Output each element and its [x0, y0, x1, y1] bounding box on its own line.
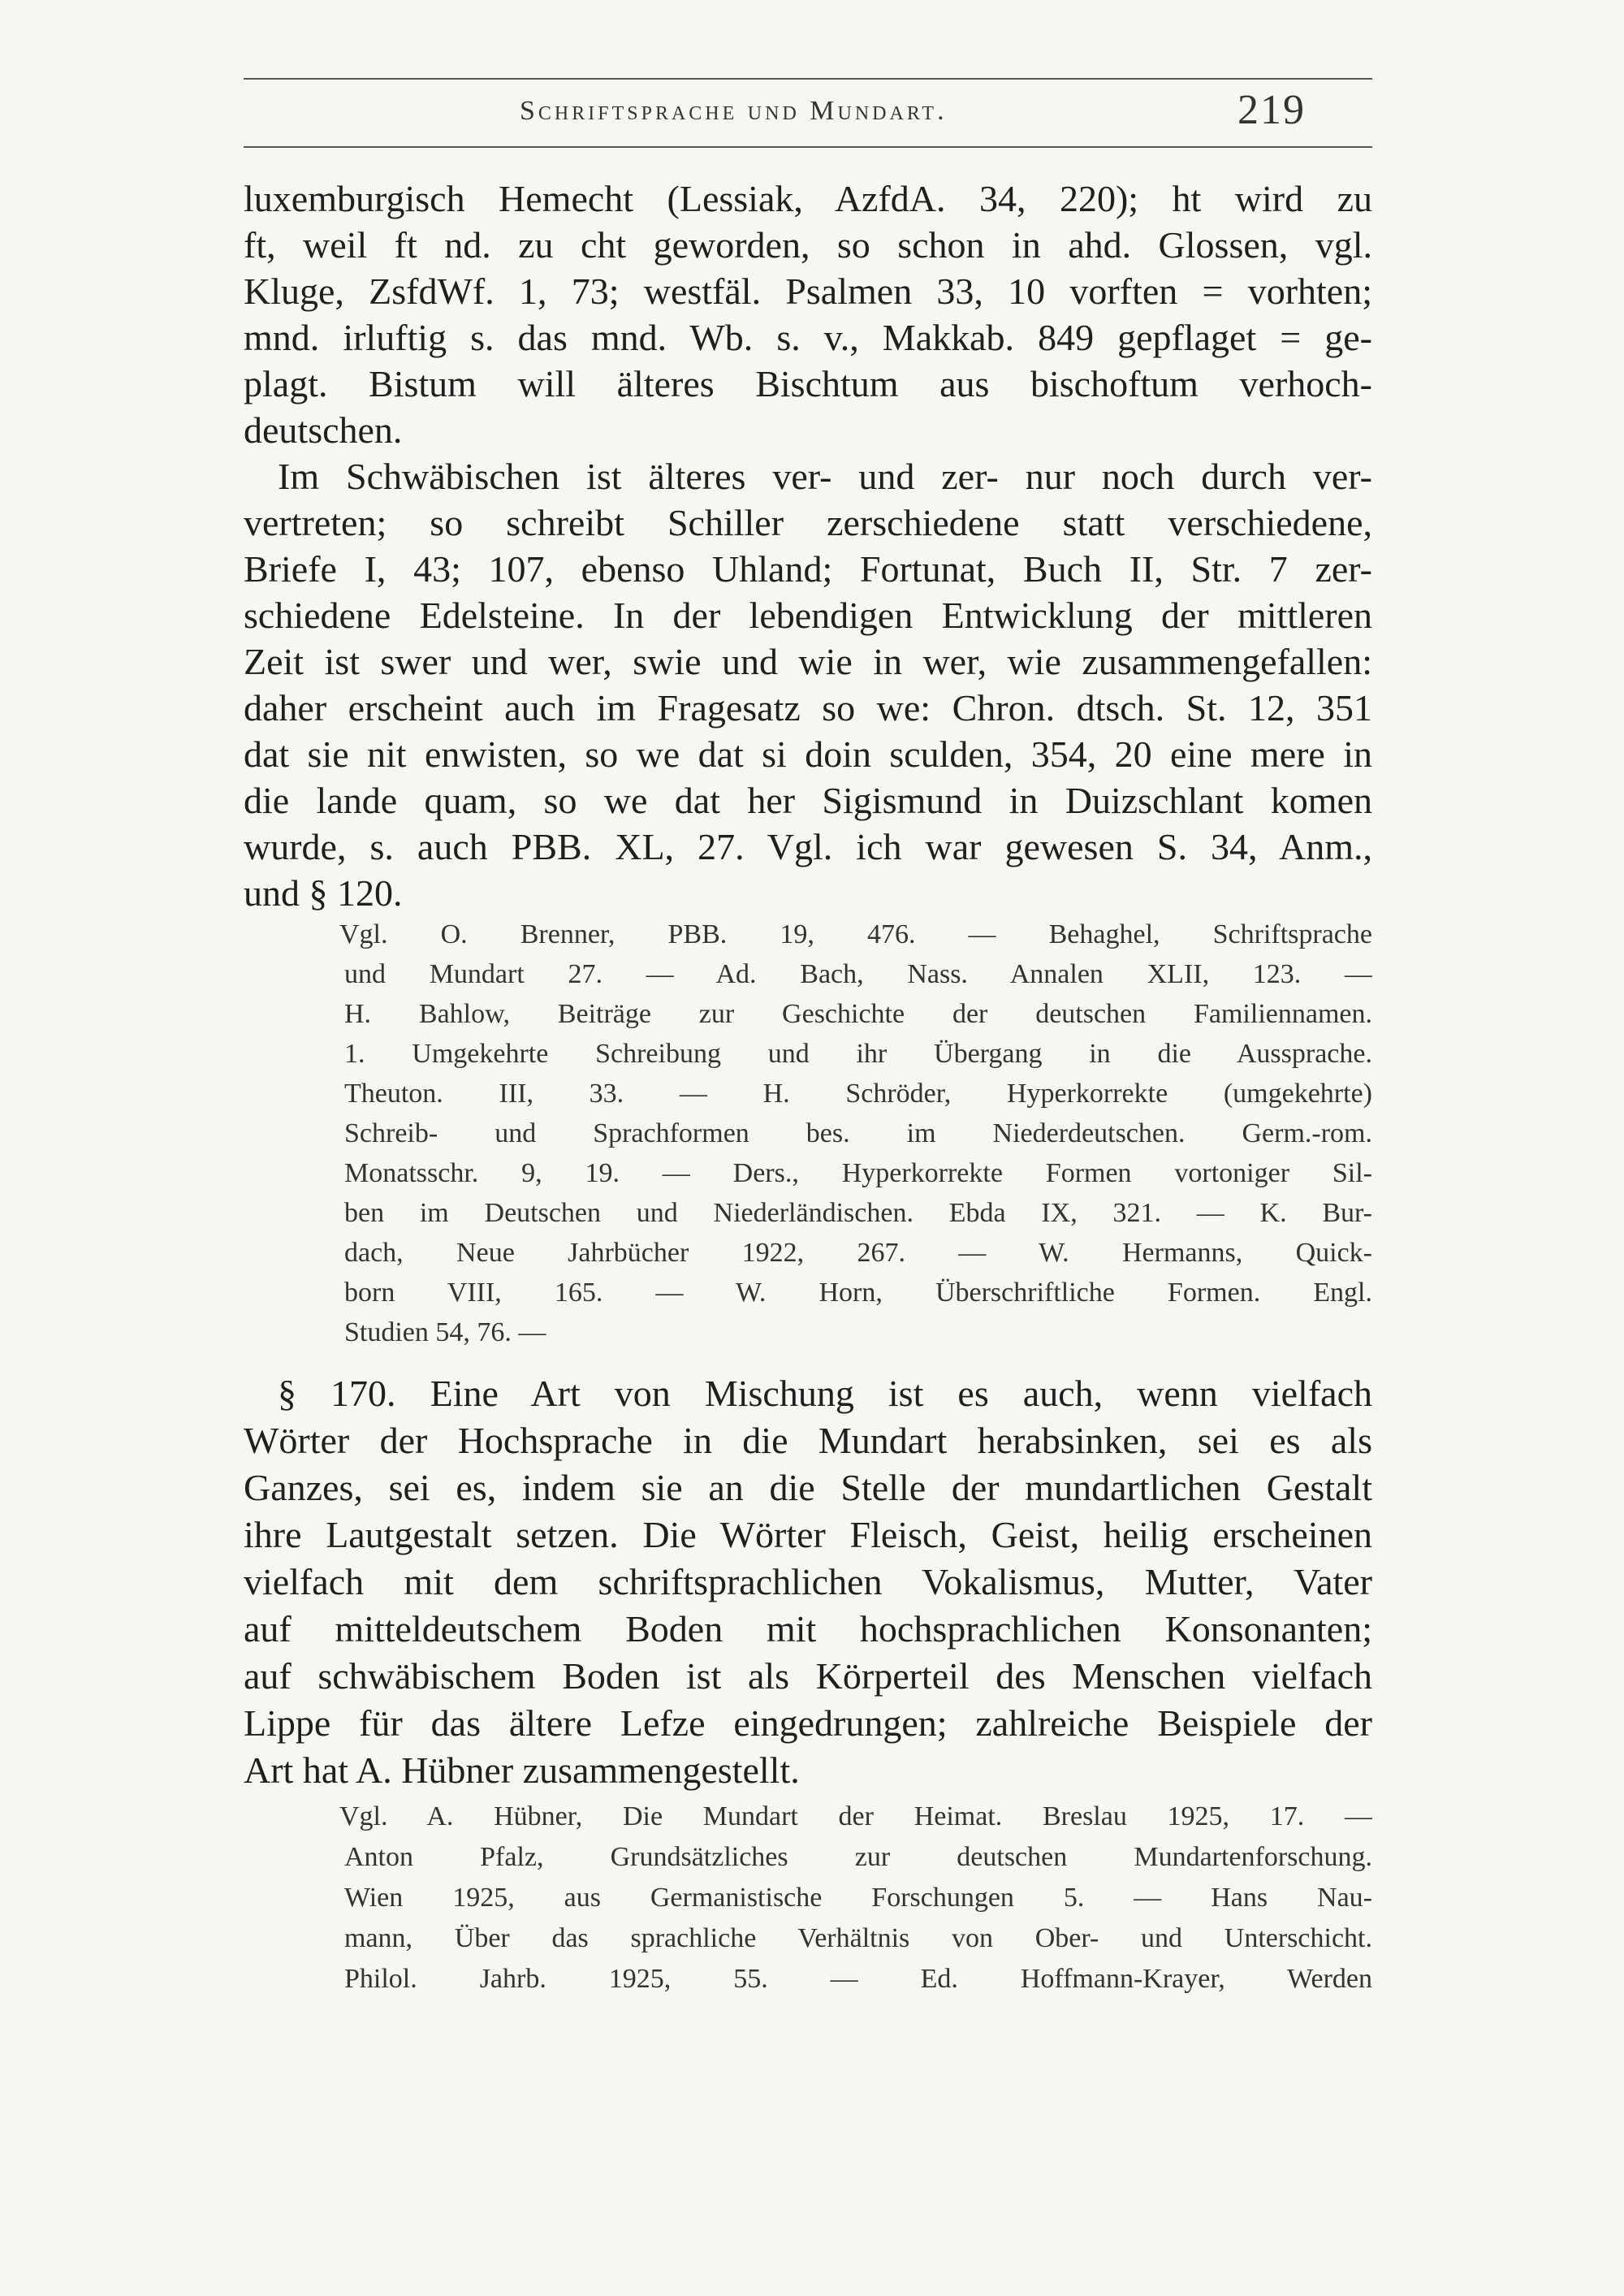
note-line: Vgl. O. Brenner, PBB. 19, 476. — Behaghel, Schriftsprache: [339, 919, 1372, 949]
header-bottom-rule: [244, 146, 1372, 148]
note-line: Theuton. III, 33. — H. Schröder, Hyperkorrekte (umgekehrte): [344, 1079, 1372, 1109]
note-line: dach, Neue Jahrbücher 1922, 267. — W. Hermanns, Quick-: [344, 1238, 1372, 1268]
note-line: ben im Deutschen und Niederländischen. Ebda IX, 321. — K. Bur-: [344, 1198, 1372, 1228]
text-line: schiedene Edelsteine. In der lebendigen Entwicklung der mittleren: [244, 595, 1372, 636]
text-line: daher erscheint auch im Fragesatz so we: Chron. dtsch. St. 12, 351: [244, 687, 1372, 729]
note-line: born VIII, 165. — W. Horn, Überschriftliche Formen. Engl.: [344, 1278, 1372, 1308]
text-line: Zeit ist swer und wer, swie und wie in wer, wie zusammengefallen:: [244, 641, 1372, 682]
text-line: Lippe für das ältere Lefze eingedrungen; zahlreiche Beispiele der: [244, 1702, 1372, 1744]
text-line: auf mitteldeutschem Boden mit hochsprachlichen Konsonanten;: [244, 1608, 1372, 1650]
note-line: Schreib- und Sprachformen bes. im Niederdeutschen. Germ.-rom.: [344, 1118, 1372, 1148]
text-line: vielfach mit dem schriftsprachlichen Vokalismus, Mutter, Vater: [244, 1561, 1372, 1602]
text-line: ihre Lautgestalt setzen. Die Wörter Fleisch, Geist, heilig erscheinen: [244, 1514, 1372, 1555]
text-line: dat sie nit enwisten, so we dat si doin sculden, 354, 20 eine mere in: [244, 733, 1372, 775]
page-number: 219: [1237, 87, 1306, 133]
text-line: Kluge, ZsfdWf. 1, 73; westfäl. Psalmen 33, 10 vorften = vorhten;: [244, 270, 1372, 312]
text-line: luxemburgisch Hemecht (Lessiak, AzfdA. 34, 220); ht wird zu: [244, 178, 1372, 219]
note-line: Anton Pfalz, Grundsätzliches zur deutschen Mundartenforschung.: [344, 1842, 1372, 1872]
note-line: Monatsschr. 9, 19. — Ders., Hyperkorrekte Formen vortoniger Sil-: [344, 1158, 1372, 1188]
text-line: mnd. irluftig s. das mnd. Wb. s. v., Makkab. 849 gepflaget = ge-: [244, 317, 1372, 358]
text-line: ft, weil ft nd. zu cht geworden, so schon in ahd. Glossen, vgl.: [244, 224, 1372, 266]
text-line: Briefe I, 43; 107, ebenso Uhland; Fortunat, Buch II, Str. 7 zer-: [244, 548, 1372, 590]
text-line: Art hat A. Hübner zusammengestellt.: [244, 1749, 800, 1791]
text-line: die lande quam, so we dat her Sigismund in Duizschlant komen: [244, 780, 1372, 821]
text-line: auf schwäbischem Boden ist als Körperteil des Menschen vielfach: [244, 1655, 1372, 1697]
note-line: mann, Über das sprachliche Verhältnis von Ober- und Unterschicht.: [344, 1923, 1372, 1953]
header-top-rule: [244, 78, 1372, 80]
text-line: und § 120.: [244, 872, 403, 914]
note-line: H. Bahlow, Beiträge zur Geschichte der deutschen Familiennamen.: [344, 999, 1372, 1029]
text-line: § 170. Eine Art von Mischung ist es auch, wenn vielfach: [278, 1373, 1372, 1414]
text-line: Ganzes, sei es, indem sie an die Stelle der mundartlichen Gestalt: [244, 1467, 1372, 1508]
note-line: Philol. Jahrb. 1925, 55. — Ed. Hoffmann-Krayer, Werden: [344, 1964, 1372, 1994]
note-line: Wien 1925, aus Germanistische Forschungen 5. — Hans Nau-: [344, 1883, 1372, 1913]
running-title: Schriftsprache und Mundart.: [520, 96, 948, 126]
text-line: vertreten; so schreibt Schiller zerschiedene statt verschiedene,: [244, 502, 1372, 543]
note-line: Studien 54, 76. —: [344, 1317, 546, 1347]
note-line: Vgl. A. Hübner, Die Mundart der Heimat. Breslau 1925, 17. —: [339, 1801, 1372, 1831]
note-line: und Mundart 27. — Ad. Bach, Nass. Annalen XLII, 123. —: [344, 959, 1372, 989]
text-line: deutschen.: [244, 409, 403, 451]
text-line: wurde, s. auch PBB. XL, 27. Vgl. ich war gewesen S. 34, Anm.,: [244, 826, 1372, 867]
text-line: plagt. Bistum will älteres Bischtum aus bischoftum verhoch-: [244, 363, 1372, 404]
text-line: Im Schwäbischen ist älteres ver- und zer- nur noch durch ver-: [278, 456, 1372, 497]
note-line: 1. Umgekehrte Schreibung und ihr Übergang in die Aussprache.: [344, 1039, 1372, 1069]
text-line: Wörter der Hochsprache in die Mundart herabsinken, sei es als: [244, 1420, 1372, 1461]
